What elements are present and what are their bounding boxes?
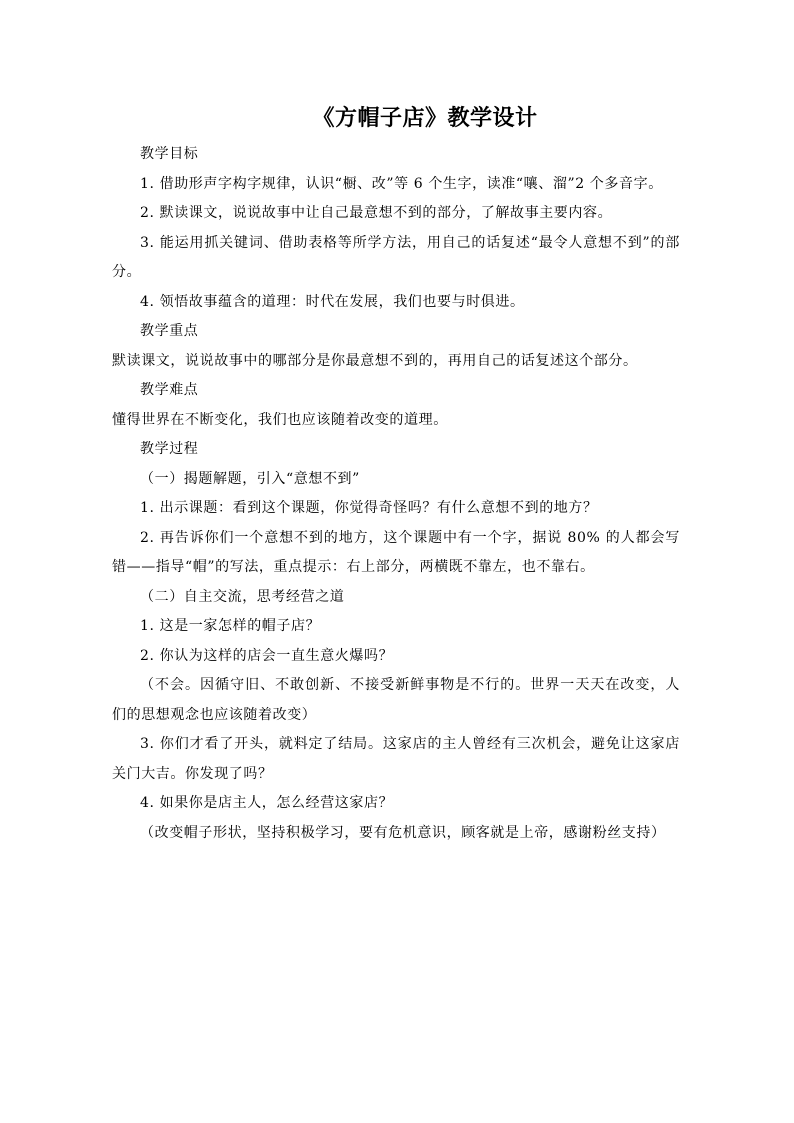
section-2-item-1: 1. 这是一家怎样的帽子店？: [140, 618, 321, 634]
section-2-note-1: （不会。因循守旧、不敢创新、不接受新鲜事物是不行的。世界一天天在改变，人们的思想观念也应该随着改变）: [112, 677, 680, 723]
document-body: [112, 140, 680, 848]
section-2-item-3: 3. 你们才看了开头，就料定了结局。这家店的主人曾经有三次机会，避免让这家店关门大吉。你发现了吗？: [112, 736, 680, 782]
objective-3: 3. 能运用抓关键词、借助表格等所学方法，用自己的话复述“最令人意想不到”的部分。: [112, 234, 680, 280]
focus-body: 默读课文，说说故事中的哪部分是你最意想不到的，再用自己的话复述这个部分。: [112, 352, 638, 369]
section-2-item-2: 2. 你认为这样的店会一直生意火爆吗？: [140, 647, 394, 664]
difficulty-heading: 教学难点: [140, 382, 199, 398]
section-1-heading: （一）揭题解题，引入“意想不到”: [140, 470, 360, 487]
section-1-item-2: 2. 再告诉你们一个意想不到的地方，这个课题中有一个字，据说 80% 的人都会写错——指导“帽”的写法，重点提示：右上部分，两横既不靠左，也不靠右。: [112, 529, 680, 575]
section-1-item-1: 1. 出示课题：看到这个课题，你觉得奇怪吗？有什么意想不到的地方？: [140, 500, 598, 516]
section-2-item-4: 4. 如果你是店主人，怎么经营这家店？: [140, 795, 394, 811]
process-heading: 教学过程: [140, 441, 199, 457]
section-2-heading: （二）自主交流，思考经营之道: [140, 588, 345, 605]
objective-1: 1. 借助形声字构字规律，认识“橱、改”等 6 个生字，读准“嚷、溜”2 个多音字。: [140, 175, 663, 192]
difficulty-body: 懂得世界在不断变化，我们也应该随着改变的道理。: [112, 411, 448, 428]
focus-heading: 教学重点: [140, 323, 199, 339]
objective-4: 4. 领悟故事蕴含的道理：时代在发展，我们也要与时俱进。: [140, 293, 525, 310]
document-title: 《方帽子店》教学设计: [312, 106, 538, 131]
objectives-heading: 教学目标: [140, 146, 199, 162]
objective-2: 2. 默读课文，说说故事中让自己最意想不到的部分，了解故事主要内容。: [140, 205, 613, 221]
section-2-note-2: （改变帽子形状，坚持积极学习，要有危机意识，顾客就是上帝，感谢粉丝支持）: [140, 824, 666, 841]
